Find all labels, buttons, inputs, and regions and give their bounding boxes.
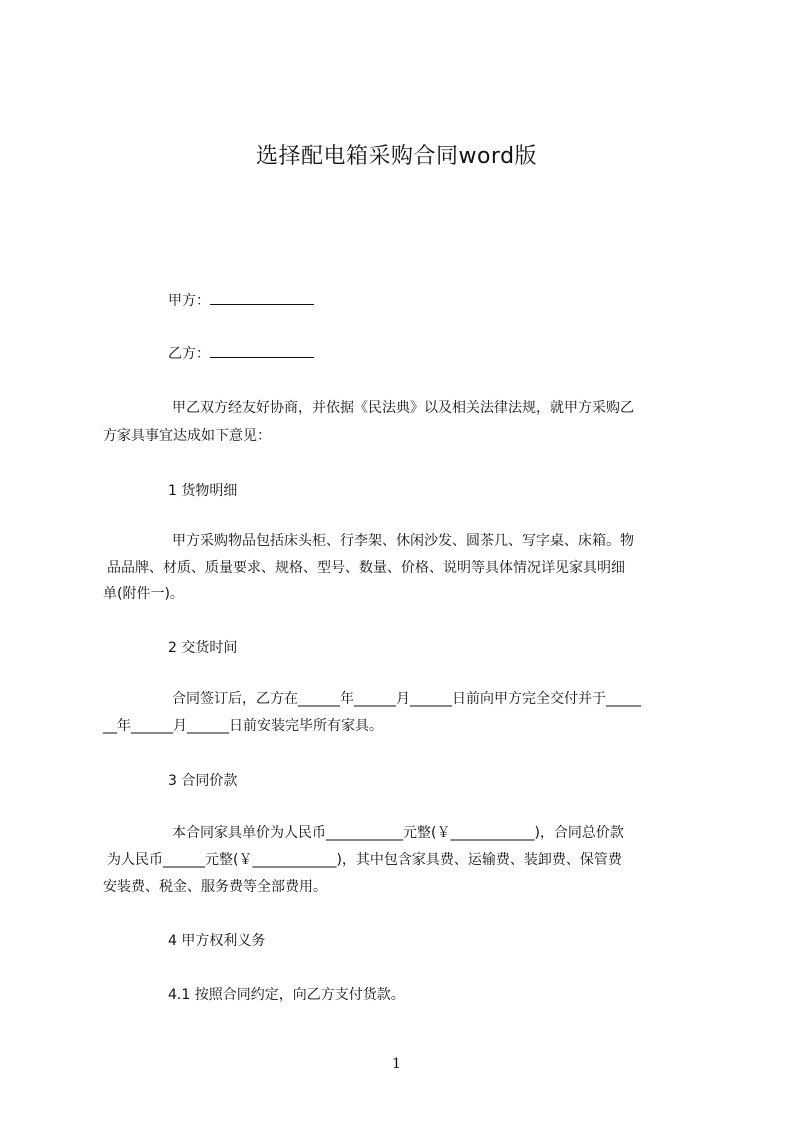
section-3-heading: 3 合同价款: [168, 773, 238, 789]
section-1-line-3: 单(附件一)。: [103, 586, 184, 602]
party-a-line: [168, 290, 314, 311]
party-a-label: 甲方：: [168, 293, 210, 309]
page-number: 1: [392, 1056, 401, 1072]
intro-line-1: 甲乙双方经友好协商，并依据《民法典》以及相关法律法规，就甲方采购乙: [172, 400, 634, 416]
party-b-blank: [210, 343, 314, 358]
section-2-heading: 2 交货时间: [168, 640, 238, 656]
section-4-item-1: 4.1 按照合同约定，向乙方支付货款。: [168, 987, 405, 1003]
section-3-line-3: 安装费、税金、服务费等全部费用。: [103, 879, 327, 895]
section-3-line-2: 为人民币______元整(￥____________)，其中包含家具费、运输费、装卸费、保管费: [107, 852, 622, 868]
section-1-line-1: 甲方采购物品包括床头柜、行李架、休闲沙发、圆茶几、写字桌、床箱。物: [172, 533, 634, 549]
section-1-line-2: 品品牌、材质、质量要求、规格、型号、数量、价格、说明等具体情况详见家具明细: [107, 560, 625, 576]
party-a-blank: [210, 290, 314, 305]
section-3-line-1: 本合同家具单价为人民币___________元整(￥____________)，合同总价款: [172, 825, 624, 841]
intro-line-2: 方家具事宜达成如下意见：: [103, 428, 271, 444]
party-b-line: [168, 343, 314, 364]
section-2-line-2: __年______月______日前安装完毕所有家具。: [103, 718, 383, 734]
party-b-label: 乙方：: [168, 346, 210, 362]
section-1-heading: 1 货物明细: [168, 483, 238, 499]
document-title: 选择配电箱采购合同word版: [255, 144, 538, 169]
section-4-heading: 4 甲方权利义务: [168, 933, 266, 949]
section-2-line-1: 合同签订后，乙方在______年______月______日前向甲方完全交付并于_____: [172, 691, 641, 707]
